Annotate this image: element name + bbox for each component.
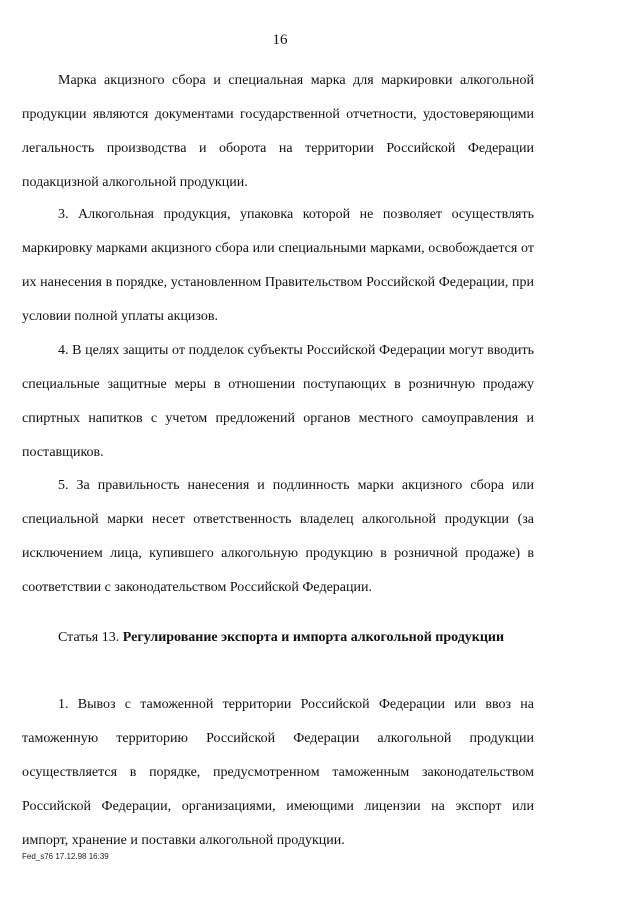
- paragraph-text: 1. Вывоз с таможенной территории Российской Федерации или ввоз на таможенную территорию Российской Федерации алкогольной продукции осуществляется в порядке, предусмотренном таможенным законодательством Российской Федерации, организациями, имеющими лицензии на экспорт или импорт, хранение и поставки алкогольной продукции.: [22, 697, 534, 848]
- paragraph-text: Марка акцизного сбора и специальная марка для маркировки алкогольной продукции являются документами государственной отчетности, удостоверяющими легальность производства и оборота на территории Российской Федерации подакцизной алкогольной продукции.: [22, 73, 534, 190]
- page-number: 16: [272, 32, 288, 48]
- footer-stamp: Fed_s76 17.12.98 16:39: [22, 852, 109, 861]
- paragraph-4: [22, 334, 534, 470]
- paragraph-text: 4. В целях защиты от подделок субъекты Российской Федерации могут вводить специальные защитные меры в отношении поступающих в розничную продажу спиртных напитков с учетом предложений органов местного самоуправления и поставщиков.: [22, 343, 534, 460]
- paragraph-3: [22, 198, 534, 334]
- article-heading: [58, 630, 504, 646]
- article-title: Регулирование экспорта и импорта алкогольной продукции: [122, 630, 505, 645]
- paragraph-excise-mark: [22, 64, 534, 200]
- article-prefix: Статья 13.: [58, 630, 120, 645]
- paragraph-text: 5. За правильность нанесения и подлинность марки акцизного сбора или специальной марки несет ответственность владелец алкогольной продукции (за исключением лица, купившего алкогольную продукцию в розничной продаже) в соответствии с законодательством Российской Федерации.: [22, 478, 534, 595]
- paragraph-text: 3. Алкогольная продукция, упаковка которой не позволяет осуществлять маркировку марками акцизного сбора или специальными марками, освобождается от их нанесения в порядке, установленном Правительством Российской Федерации, при условии полной уплаты акцизов.: [22, 207, 534, 324]
- paragraph-5: [22, 469, 534, 605]
- article-13-paragraph-1: [22, 688, 534, 858]
